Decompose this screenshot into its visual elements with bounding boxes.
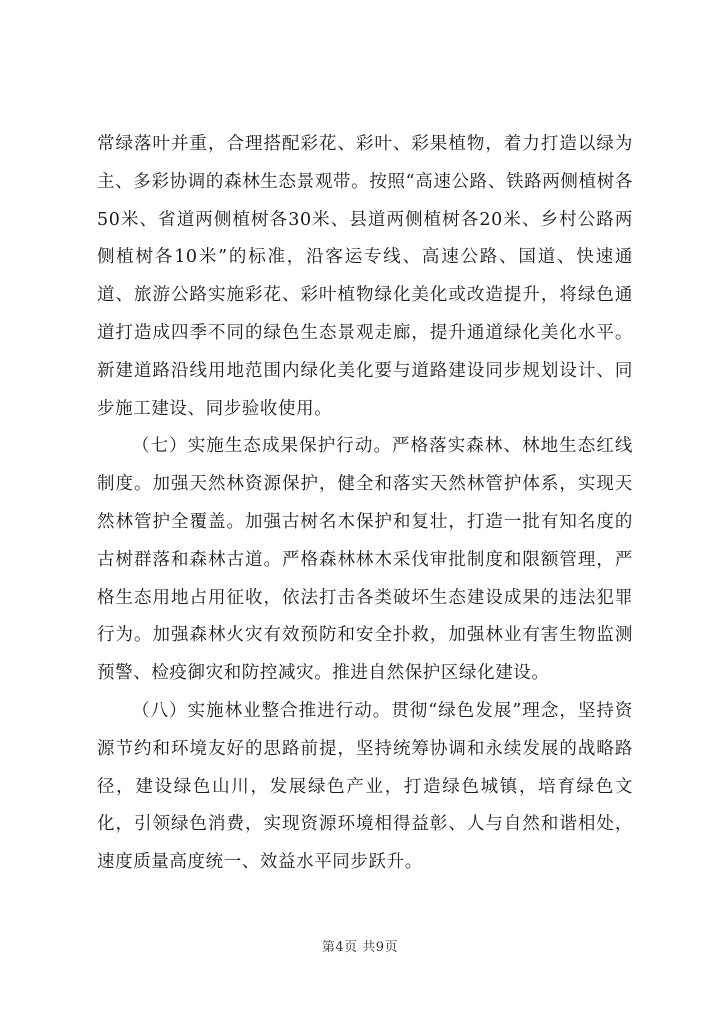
paragraph-green-corridor: 常绿落叶并重，合理搭配彩花、彩叶、彩果植物，着力打造以绿为主、多彩协调的森林生态景观带。按照“高速公路、铁路两侧植树各50米、省道两侧植树各30米、县道两侧植树各20米、乡村公路两侧植树各10米”的标准，沿客运专线、高速公路、国道、快速通道、旅游公路实施彩花、彩叶植物绿化美化或改造提升，将绿色通道打造成四季不同的绿色生态景观走廊，提升通道绿化美化水平。新建道路沿线用地范围内绿化美化要与道路建设同步规划设计、同步施工建设、同步验收使用。 [97,134,633,419]
paragraph-ecological-protection: （七）实施生态成果保护行动。严格落实森林、林地生态红线制度。加强天然林资源保护，健全和落实天然林管护体系，实现天然林管护全覆盖。加强古树名木保护和复壮，打造一批有知名度的古树群落和森林古道。严格森林林木采伐审批制度和限额管理，严格生态用地占用征收，依法打击各类破坏生态建设成果的违法犯罪行为。加强森林火灾有效预防和安全扑救，加强林业有害生物监测预警、检疫御灾和防控减灾。推进自然保护区绿化建设。 [97,436,633,684]
page-footer: 第4页 共9页 [321,940,399,955]
body-text [97,126,633,882]
paragraph-forestry-integration: （八）实施林业整合推进行动。贯彻“绿色发展”理念，坚持资源节约和环境友好的思路前提，坚持统筹协调和永续发展的战略路径，建设绿色山川，发展绿色产业，打造绿色城镇，培育绿色文化，引领绿色消费，实现资源环境相得益彰、人与自然和谐相处，速度质量高度统一、效益水平同步跃升。 [97,700,633,873]
